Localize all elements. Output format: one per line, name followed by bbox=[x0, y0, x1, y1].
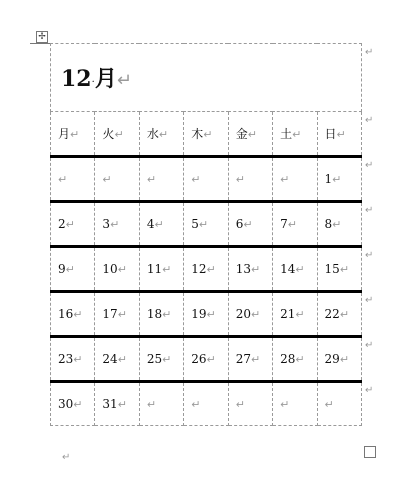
day-cell[interactable] bbox=[317, 202, 361, 247]
day-cell[interactable] bbox=[95, 292, 139, 337]
paragraph-mark: ↵ bbox=[117, 398, 127, 411]
paragraph-mark: ↵ bbox=[154, 218, 164, 231]
paragraph-mark: ↵ bbox=[73, 398, 83, 411]
day-cell[interactable] bbox=[184, 337, 228, 382]
paragraph-mark: ↵ bbox=[162, 353, 172, 366]
day-cell[interactable] bbox=[95, 382, 139, 426]
paragraph-mark: ↵ bbox=[324, 398, 334, 411]
move-cross-icon: ✢ bbox=[38, 32, 46, 42]
end-of-row-mark: ↵ bbox=[365, 115, 374, 126]
end-of-row-mark: ↵ bbox=[365, 160, 374, 171]
day-cell[interactable] bbox=[317, 337, 361, 382]
month-separator: · bbox=[91, 77, 95, 88]
paragraph-mark: ↵ bbox=[295, 353, 305, 366]
end-of-row-mark: ↵ bbox=[365, 295, 374, 306]
paragraph-mark: ↵ bbox=[235, 173, 245, 186]
day-cell[interactable] bbox=[95, 202, 139, 247]
paragraph-mark: ↵ bbox=[102, 173, 112, 186]
weekday-header-row bbox=[51, 112, 362, 157]
paragraph-mark: ↵ bbox=[292, 128, 302, 141]
weekday-cell[interactable] bbox=[317, 112, 361, 157]
day-number: 20 bbox=[235, 307, 251, 321]
day-number: 8 bbox=[324, 217, 333, 231]
paragraph-mark: ↵ bbox=[295, 263, 305, 276]
day-cell[interactable] bbox=[273, 247, 317, 292]
day-number: 6 bbox=[235, 217, 244, 231]
weekday-label: 土 bbox=[280, 127, 293, 141]
end-of-row-mark: ↵ bbox=[365, 340, 374, 351]
weekday-cell[interactable] bbox=[95, 112, 139, 157]
day-cell[interactable] bbox=[228, 247, 272, 292]
day-cell[interactable] bbox=[228, 337, 272, 382]
day-cell[interactable] bbox=[51, 157, 95, 202]
day-number: 5 bbox=[191, 217, 199, 231]
day-cell[interactable] bbox=[139, 337, 183, 382]
paragraph-mark: ↵ bbox=[65, 218, 75, 231]
paragraph-mark: ↵ bbox=[73, 308, 83, 321]
paragraph-mark: ↵ bbox=[70, 128, 80, 141]
weekday-cell[interactable] bbox=[273, 112, 317, 157]
paragraph-mark: ↵ bbox=[203, 128, 213, 141]
end-of-row-mark: ↵ bbox=[365, 205, 374, 216]
paragraph-mark: ↵ bbox=[191, 173, 201, 186]
week-row bbox=[51, 337, 362, 382]
day-number: 27 bbox=[235, 352, 251, 366]
day-cell[interactable] bbox=[273, 157, 317, 202]
day-number: 19 bbox=[191, 307, 207, 321]
day-number: 29 bbox=[324, 352, 340, 366]
table-handle-line bbox=[30, 43, 50, 44]
day-cell[interactable] bbox=[273, 292, 317, 337]
paragraph-mark: ↵ bbox=[247, 128, 257, 141]
day-cell[interactable] bbox=[317, 292, 361, 337]
day-cell[interactable] bbox=[184, 157, 228, 202]
day-cell[interactable] bbox=[273, 202, 317, 247]
paragraph-mark: ↵ bbox=[65, 263, 75, 276]
day-cell[interactable] bbox=[139, 247, 183, 292]
paragraph-mark: ↵ bbox=[110, 218, 120, 231]
paragraph-mark: ↵ bbox=[339, 263, 350, 276]
day-cell[interactable] bbox=[317, 247, 361, 292]
paragraph-mark: ↵ bbox=[162, 308, 172, 321]
paragraph-mark: ↵ bbox=[250, 308, 261, 321]
paragraph-mark: ↵ bbox=[287, 218, 297, 231]
paragraph-mark: ↵ bbox=[62, 452, 71, 463]
day-number: 31 bbox=[102, 397, 118, 411]
day-cell[interactable] bbox=[228, 382, 272, 426]
weekday-label: 月 bbox=[58, 127, 71, 141]
paragraph-mark: ↵ bbox=[243, 218, 253, 231]
weekday-cell[interactable] bbox=[139, 112, 183, 157]
weekday-label: 水 bbox=[146, 127, 159, 141]
day-cell[interactable] bbox=[273, 382, 317, 426]
weekday-label: 火 bbox=[102, 127, 115, 141]
day-number: 23 bbox=[58, 352, 74, 366]
week-row bbox=[51, 202, 362, 247]
day-cell[interactable] bbox=[51, 202, 95, 247]
day-cell[interactable] bbox=[51, 337, 95, 382]
day-number: 10 bbox=[102, 262, 118, 276]
day-number: 18 bbox=[146, 307, 163, 321]
day-number: 16 bbox=[58, 307, 74, 321]
paragraph-mark: ↵ bbox=[146, 398, 157, 411]
day-number: 12 bbox=[191, 262, 207, 276]
weekday-cell[interactable] bbox=[228, 112, 272, 157]
paragraph-mark: ↵ bbox=[116, 70, 132, 91]
week-row bbox=[51, 247, 362, 292]
day-cell[interactable] bbox=[95, 157, 139, 202]
end-of-row-mark: ↵ bbox=[365, 385, 374, 396]
paragraph-mark: ↵ bbox=[250, 353, 261, 366]
day-cell[interactable] bbox=[51, 247, 95, 292]
day-cell[interactable] bbox=[51, 382, 95, 426]
day-cell[interactable] bbox=[317, 382, 361, 426]
calendar-table bbox=[50, 43, 362, 426]
paragraph-mark: ↵ bbox=[117, 308, 127, 321]
day-number: 1 bbox=[324, 172, 333, 186]
weekday-label: 木 bbox=[191, 127, 204, 141]
paragraph-mark: ↵ bbox=[58, 173, 68, 186]
day-number: 14 bbox=[280, 262, 296, 276]
table-move-handle[interactable] bbox=[36, 31, 48, 43]
paragraph-mark: ↵ bbox=[162, 263, 172, 276]
paragraph-mark: ↵ bbox=[191, 398, 201, 411]
day-cell[interactable] bbox=[139, 292, 183, 337]
paragraph-mark: ↵ bbox=[206, 308, 216, 321]
end-of-row-mark: ↵ bbox=[365, 250, 374, 261]
weekday-cell[interactable] bbox=[184, 112, 228, 157]
day-number: 7 bbox=[280, 217, 288, 231]
day-number: 15 bbox=[324, 262, 340, 276]
day-cell[interactable] bbox=[184, 247, 228, 292]
paragraph-mark: ↵ bbox=[332, 173, 342, 186]
month-label: 月 bbox=[94, 66, 117, 92]
weekday-label: 日 bbox=[324, 127, 337, 141]
day-cell[interactable] bbox=[228, 157, 272, 202]
day-number: 30 bbox=[58, 397, 74, 411]
day-cell[interactable] bbox=[317, 157, 361, 202]
day-number: 25 bbox=[146, 352, 163, 366]
paragraph-mark: ↵ bbox=[336, 128, 346, 141]
paragraph-mark: ↵ bbox=[117, 263, 127, 276]
week-row bbox=[51, 292, 362, 337]
day-cell[interactable] bbox=[228, 202, 272, 247]
day-number: 13 bbox=[235, 262, 251, 276]
paragraph-mark: ↵ bbox=[114, 128, 124, 141]
paragraph-mark: ↵ bbox=[295, 308, 305, 321]
table-resize-handle[interactable] bbox=[364, 446, 376, 458]
week-row bbox=[51, 382, 362, 426]
day-number: 26 bbox=[191, 352, 207, 366]
end-of-row-mark: ↵ bbox=[365, 47, 374, 58]
day-cell[interactable] bbox=[139, 157, 183, 202]
weekday-cell[interactable] bbox=[51, 112, 95, 157]
day-number: 2 bbox=[58, 217, 66, 231]
day-number: 17 bbox=[102, 307, 118, 321]
day-number: 3 bbox=[102, 217, 111, 231]
paragraph-mark: ↵ bbox=[280, 398, 290, 411]
paragraph-mark: ↵ bbox=[117, 353, 127, 366]
paragraph-mark: ↵ bbox=[332, 218, 342, 231]
day-cell[interactable] bbox=[184, 292, 228, 337]
day-cell[interactable] bbox=[228, 292, 272, 337]
paragraph-mark: ↵ bbox=[339, 353, 350, 366]
day-cell[interactable] bbox=[95, 337, 139, 382]
title-row bbox=[51, 44, 362, 112]
day-cell[interactable] bbox=[139, 382, 183, 426]
paragraph-mark: ↵ bbox=[235, 398, 245, 411]
week-row bbox=[51, 157, 362, 202]
paragraph-mark: ↵ bbox=[73, 353, 83, 366]
day-number: 9 bbox=[58, 262, 66, 276]
day-cell[interactable] bbox=[184, 202, 228, 247]
paragraph-mark: ↵ bbox=[339, 308, 350, 321]
day-number: 4 bbox=[146, 217, 155, 231]
day-number: 24 bbox=[102, 352, 118, 366]
paragraph-mark: ↵ bbox=[158, 128, 169, 141]
day-cell[interactable] bbox=[95, 247, 139, 292]
day-cell[interactable] bbox=[184, 382, 228, 426]
paragraph-mark: ↵ bbox=[206, 353, 216, 366]
month-title-cell[interactable] bbox=[51, 44, 362, 112]
paragraph-mark: ↵ bbox=[146, 173, 157, 186]
day-cell[interactable] bbox=[273, 337, 317, 382]
day-cell[interactable] bbox=[139, 202, 183, 247]
paragraph-mark: ↵ bbox=[198, 218, 209, 231]
weekday-label: 金 bbox=[235, 127, 248, 141]
day-number: 28 bbox=[280, 352, 296, 366]
paragraph-mark: ↵ bbox=[280, 173, 290, 186]
paragraph-mark: ↵ bbox=[206, 263, 216, 276]
day-cell[interactable] bbox=[51, 292, 95, 337]
day-number: 21 bbox=[280, 307, 296, 321]
month-number: 12 bbox=[61, 66, 92, 92]
paragraph-mark: ↵ bbox=[250, 263, 261, 276]
day-number: 22 bbox=[324, 307, 340, 321]
day-number: 11 bbox=[146, 262, 163, 276]
